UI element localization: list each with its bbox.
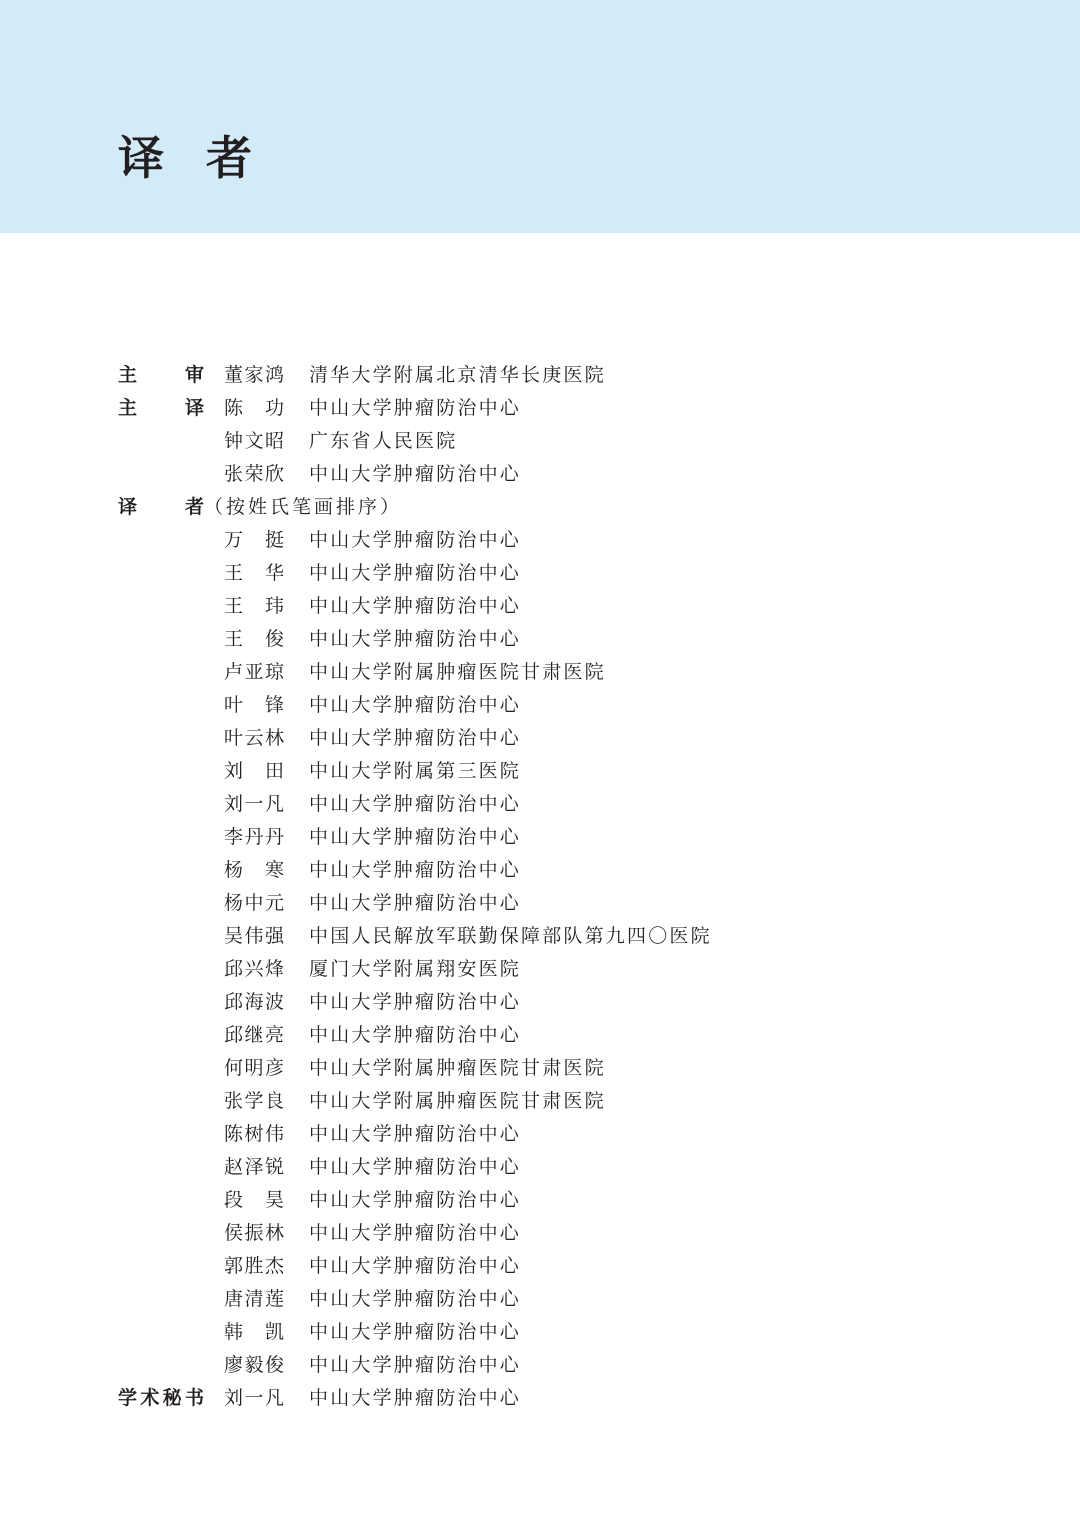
person-name: 廖毅俊 bbox=[224, 1354, 284, 1376]
roster-row bbox=[0, 1019, 1080, 1052]
roster-row bbox=[0, 1349, 1080, 1382]
person-name: 王华 bbox=[224, 562, 284, 584]
person-affiliation: 中山大学肿瘤防治中心 bbox=[309, 1387, 522, 1409]
role-label: 主译 bbox=[118, 397, 204, 419]
person-affiliation: 中山大学肿瘤防治中心 bbox=[309, 793, 522, 815]
person-name: 吴伟强 bbox=[224, 925, 284, 947]
person-affiliation: 中山大学附属肿瘤医院甘肃医院 bbox=[309, 1057, 606, 1079]
person-name: 叶云林 bbox=[224, 727, 284, 749]
roster-row bbox=[0, 755, 1080, 788]
person-name: 何明彦 bbox=[224, 1057, 284, 1079]
roster-row bbox=[0, 1316, 1080, 1349]
roster-row bbox=[0, 953, 1080, 986]
person-affiliation: 中山大学肿瘤防治中心 bbox=[309, 628, 522, 650]
person-name: 陈功 bbox=[224, 397, 284, 419]
person-name: 邱继亮 bbox=[224, 1024, 284, 1046]
roster-row bbox=[0, 788, 1080, 821]
person-name: 邱海波 bbox=[224, 991, 284, 1013]
person-affiliation: 中山大学肿瘤防治中心 bbox=[309, 463, 522, 485]
person-affiliation: 中山大学肿瘤防治中心 bbox=[309, 826, 522, 848]
roster-row bbox=[0, 590, 1080, 623]
translator-roster bbox=[0, 359, 1080, 1415]
roster-row bbox=[0, 1085, 1080, 1118]
roster-row bbox=[0, 425, 1080, 458]
person-affiliation: 中山大学肿瘤防治中心 bbox=[309, 1354, 522, 1376]
person-affiliation: 广东省人民医院 bbox=[309, 430, 458, 452]
person-name: 李丹丹 bbox=[224, 826, 284, 848]
person-affiliation: 中山大学肿瘤防治中心 bbox=[309, 1255, 522, 1277]
roster-row bbox=[0, 1118, 1080, 1151]
roster-row bbox=[0, 458, 1080, 491]
roster-row bbox=[0, 623, 1080, 656]
person-affiliation: 中山大学肿瘤防治中心 bbox=[309, 1189, 522, 1211]
roster-row bbox=[0, 854, 1080, 887]
person-affiliation: 中山大学肿瘤防治中心 bbox=[309, 1156, 522, 1178]
roster-row bbox=[0, 920, 1080, 953]
person-name: 段昊 bbox=[224, 1189, 284, 1211]
person-affiliation: 清华大学附属北京清华长庚医院 bbox=[309, 364, 606, 386]
roster-row bbox=[0, 524, 1080, 557]
person-affiliation: 中国人民解放军联勤保障部队第九四〇医院 bbox=[309, 925, 712, 947]
person-name: 刘田 bbox=[224, 760, 284, 782]
person-name: 王俊 bbox=[224, 628, 284, 650]
person-affiliation: 厦门大学附属翔安医院 bbox=[309, 958, 522, 980]
person-name: 钟文昭 bbox=[224, 430, 284, 452]
roster-row bbox=[0, 1052, 1080, 1085]
roster-row bbox=[0, 1283, 1080, 1316]
person-affiliation: 中山大学肿瘤防治中心 bbox=[309, 529, 522, 551]
page-title: 译者 bbox=[118, 131, 294, 185]
person-affiliation: 中山大学肿瘤防治中心 bbox=[309, 859, 522, 881]
person-name: 刘一凡 bbox=[224, 793, 284, 815]
person-affiliation: 中山大学肿瘤防治中心 bbox=[309, 892, 522, 914]
person-affiliation: 中山大学附属肿瘤医院甘肃医院 bbox=[309, 661, 606, 683]
person-affiliation: 中山大学肿瘤防治中心 bbox=[309, 595, 522, 617]
roster-row bbox=[0, 491, 1080, 524]
person-affiliation: 中山大学肿瘤防治中心 bbox=[309, 1024, 522, 1046]
roster-row bbox=[0, 887, 1080, 920]
role-label: 主审 bbox=[118, 364, 204, 386]
person-affiliation: 中山大学肿瘤防治中心 bbox=[309, 397, 522, 419]
person-name: 韩凯 bbox=[224, 1321, 284, 1343]
person-name: 郭胜杰 bbox=[224, 1255, 284, 1277]
person-name: 叶锋 bbox=[224, 694, 284, 716]
role-note: （按姓氏笔画排序） bbox=[204, 496, 403, 518]
person-name: 杨中元 bbox=[224, 892, 284, 914]
person-name: 赵泽锐 bbox=[224, 1156, 284, 1178]
person-affiliation: 中山大学肿瘤防治中心 bbox=[309, 1123, 522, 1145]
person-affiliation: 中山大学附属肿瘤医院甘肃医院 bbox=[309, 1090, 606, 1112]
person-affiliation: 中山大学肿瘤防治中心 bbox=[309, 694, 522, 716]
roster-row bbox=[0, 392, 1080, 425]
header-band bbox=[0, 0, 1080, 233]
person-affiliation: 中山大学附属第三医院 bbox=[309, 760, 522, 782]
person-affiliation: 中山大学肿瘤防治中心 bbox=[309, 727, 522, 749]
person-affiliation: 中山大学肿瘤防治中心 bbox=[309, 1288, 522, 1310]
person-name: 董家鸿 bbox=[224, 364, 284, 386]
roster-row bbox=[0, 821, 1080, 854]
person-affiliation: 中山大学肿瘤防治中心 bbox=[309, 991, 522, 1013]
roster-row bbox=[0, 557, 1080, 590]
person-name: 张学良 bbox=[224, 1090, 284, 1112]
roster-row bbox=[0, 1250, 1080, 1283]
person-affiliation: 中山大学肿瘤防治中心 bbox=[309, 562, 522, 584]
person-name: 刘一凡 bbox=[224, 1387, 284, 1409]
roster-row bbox=[0, 359, 1080, 392]
person-affiliation: 中山大学肿瘤防治中心 bbox=[309, 1222, 522, 1244]
role-label: 学术秘书 bbox=[118, 1387, 204, 1409]
person-affiliation: 中山大学肿瘤防治中心 bbox=[309, 1321, 522, 1343]
person-name: 邱兴烽 bbox=[224, 958, 284, 980]
roster-row bbox=[0, 722, 1080, 755]
roster-row bbox=[0, 986, 1080, 1019]
roster-row bbox=[0, 1382, 1080, 1415]
person-name: 陈树伟 bbox=[224, 1123, 284, 1145]
person-name: 杨寒 bbox=[224, 859, 284, 881]
person-name: 王玮 bbox=[224, 595, 284, 617]
person-name: 侯振林 bbox=[224, 1222, 284, 1244]
roster-row bbox=[0, 1184, 1080, 1217]
role-label: 译者 bbox=[118, 496, 204, 518]
person-name: 卢亚琼 bbox=[224, 661, 284, 683]
person-name: 张荣欣 bbox=[224, 463, 284, 485]
person-name: 万挺 bbox=[224, 529, 284, 551]
roster-row bbox=[0, 1217, 1080, 1250]
roster-row bbox=[0, 689, 1080, 722]
roster-row bbox=[0, 656, 1080, 689]
roster-row bbox=[0, 1151, 1080, 1184]
person-name: 唐清莲 bbox=[224, 1288, 284, 1310]
